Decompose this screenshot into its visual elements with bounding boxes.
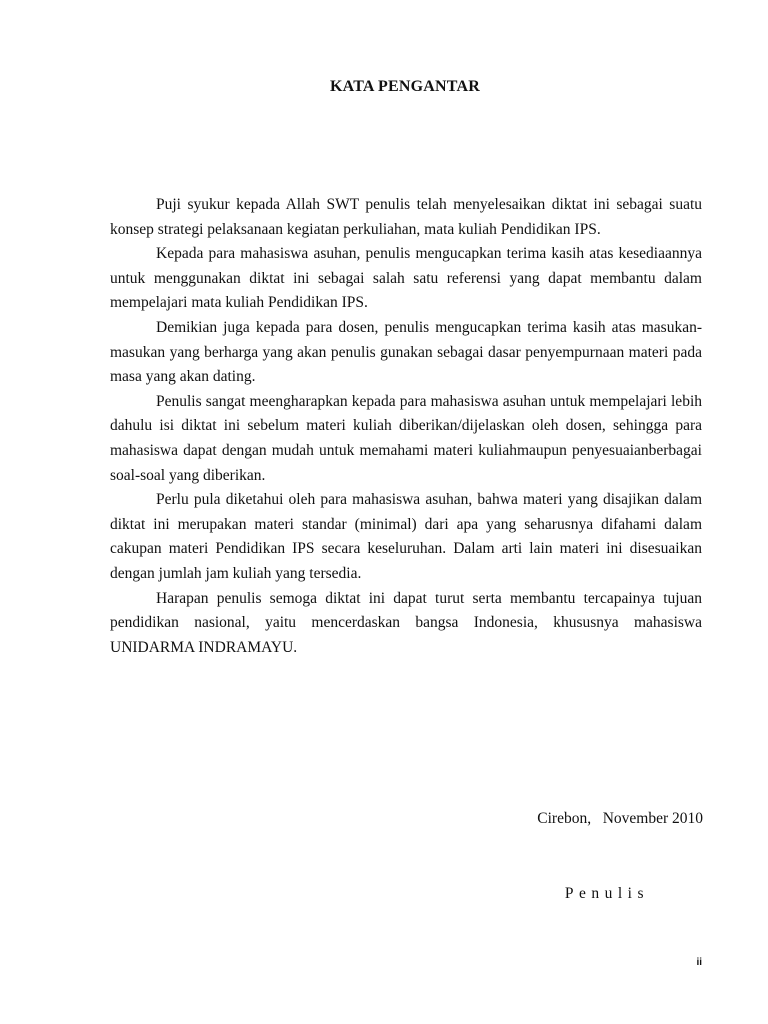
paragraph-2: Kepada para mahasiswa asuhan, penulis mengucapkan terima kasih atas kesediaannya untuk menggunakan diktat ini sebagai salah satu referensi yang dapat membantu dalam mempelajari mata kuliah Pendidikan IPS. — [110, 245, 702, 312]
author-signature: Penulis — [564, 885, 649, 902]
place-date: Cirebon, November 2010 — [537, 810, 703, 827]
paragraph-3: Demikian juga kepada para dosen, penulis mengucapkan terima kasih atas masukan-masukan yang berharga yang akan penulis gunakan sebagai dasar penyempurnaan materi pada masa yang akan dating. — [110, 318, 702, 386]
paragraph-1: Puji syukur kepada Allah SWT penulis telah menyelesaikan diktat ini sebagai suatu konsep strategi pelaksanaan kegiatan perkuliahan, mata kuliah Pendidikan IPS. — [110, 196, 702, 238]
paragraph-5: Perlu pula diketahui oleh para mahasiswa asuhan, bahwa materi yang disajikan dalam diktat ini merupakan materi standar (minimal) dari apa yang seharusnya difahami dalam cakupan materi Pendidikan IPS secara keseluruhan. Dalam arti lain materi ini disesuaikan dengan jumlah jam kuliah yang tersedia. — [110, 491, 702, 582]
page-title: KATA PENGANTAR — [330, 78, 480, 95]
paragraph-6: Harapan penulis semoga diktat ini dapat turut serta membantu tercapainya tujuan pendidikan nasional, yaitu mencerdaskan bangsa Indonesia, khususnya mahasiswa UNIDARMA INDRAMAYU. — [110, 589, 702, 656]
page-number: ii — [696, 957, 702, 968]
body-text — [110, 193, 702, 660]
paragraph-4: Penulis sangat meengharapkan kepada para mahasiswa asuhan untuk mempelajari lebih dahulu isi diktat ini sebelum materi kuliah diberikan/dijelaskan oleh dosen, sehingga para mahasiswa dapat dengan mudah untuk memahami materi kuliahmaupun penyesuaianberbagai soal-soal yang diberikan. — [110, 392, 702, 484]
